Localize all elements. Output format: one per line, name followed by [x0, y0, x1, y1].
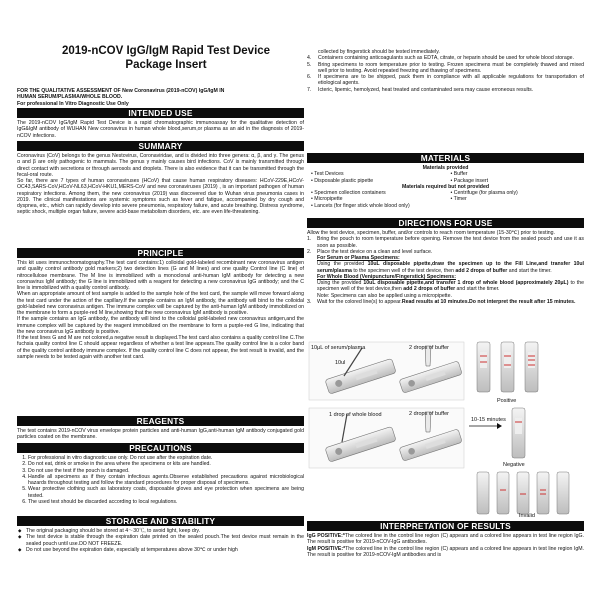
serum-title: For Serum or Plasma Specimens:	[317, 255, 400, 261]
direction-step-2: 2. Place the test device on a clean and level surface.	[307, 248, 433, 255]
header-line-2: HUMAN SERUM/PLASMA/WHOLE BLOOD.	[17, 94, 123, 101]
negative-result-illustration	[503, 408, 525, 468]
whole-blood-label: 1 drop of whole blood	[329, 412, 382, 418]
materials-provided-list	[307, 171, 584, 184]
serum-volume-label: 10μL of serum/plasma	[311, 345, 366, 351]
materials-provided-title: Materials provided	[422, 165, 469, 171]
material-item: • Disposable plastic pipette	[311, 178, 445, 184]
specimen-list	[307, 49, 584, 93]
igm-positive-result: IgM POSITIVE:*The colored line in the control line region (C) appears and a colored line appears in test line region IgM. The result is positive for 2019-nCOV-IgM antibodies and is	[307, 545, 584, 558]
principle-heading: PRINCIPLE	[17, 248, 304, 258]
interpretation-text	[307, 533, 584, 558]
specimen-continued: collected by fingerstick should be tested immediately.	[318, 49, 440, 55]
direction-step-3: 3. Wait for the colored line(s) to appear.Read results at 10 minutes.Do not interpret the result after 15 minutes.	[307, 298, 576, 305]
time-range-label: 10-15 minutes	[471, 417, 506, 423]
materials-block	[307, 165, 584, 209]
summary-paragraph-1: Coronavirus (CoV) belongs to the genus Nestovirus, Coronaviridae, and is divided into three genera: α, β, and γ. The genus α and β are only pathogenic to mammals. The genus γ mainly causes bird infections. CoV is mainly transmitted through direct contact with secretions or through aerosols and droplets. There is also evidence that it can be transmitted through the fecal-oral route.	[17, 153, 304, 178]
intended-use-text: The 2019-nCOV IgG/IgM Rapid Test Device is a rapid chromatographic immunoassay for the qualitative detection of IgG&IgM antibody of WUHAN New coronavirus in human whole blood,serum,or plasma as an aid in the diagnosis of 2019-nCOV infections.	[17, 120, 304, 139]
principle-text	[17, 260, 304, 360]
precaution-item: 1. For professional in vitro diagnostic use only. Do not use after the expiration date.	[28, 455, 304, 461]
timing-arrow	[469, 417, 506, 429]
summary-paragraph-2: So far, there are 7 types of human coronaviruses (HCoV) that cause human respiratory diseases: HCoV-229E,HCoV-OC43,SARS-CoV,HCoV-NL63,HCoV-HKU1,MERS-CoV and new coronaviruses (2019) , is an important pathogen of human respiratory infections. Among them, the new coronavirus (2019) was discovered due to Wuhan virus pneumonia cases in 2019. The clinical manifestations are systemic symptoms such as fever and fatigue, accompanied by dry cough and dyspnea, etc., which can rapidly develop into severe pneumonia, respiratory failure, and acute breathing. Distress syndrome, septic shock, multiple organ failure, severe acid-base metabolism disorders, etc. are even life-threatening.	[17, 178, 304, 216]
principle-paragraph-3: If the sample contains an IgG antibody, the antibody will bind to the colloidal gold-labeled new coronavirus antigen,and the immune complex will be captured by the reagent immobilized on the membrane to form a purple-red G line, indicating that the new coronavirus IgG antibody is positive.	[17, 316, 304, 335]
buffer-drops-label-2: 2 drops of buffer	[409, 411, 449, 417]
precautions-heading: PRECAUTIONS	[17, 443, 304, 453]
serum-instructions	[307, 255, 584, 299]
directions-note: Note: Specimens can also be applied using a micropipette.	[317, 292, 452, 299]
volume-10ul-label: 10ul	[335, 360, 346, 366]
precautions-list	[17, 455, 304, 505]
invalid-label: Invalid	[519, 513, 535, 518]
storage-list	[17, 528, 304, 553]
precaution-item: 4. Handle all specimens as if they contain infectious agents.Observe established precautions against microbiological hazards throughout testing and follow the standard procedures for proper disposal of specimens.	[28, 474, 304, 487]
whole-blood-title: For Whole Blood (Venipuncture/Fingerstick) Specimens:	[317, 273, 456, 280]
reagents-text: The test contains 2019-nCOV virus envelope protein particles and anti-human IgG,anti-human IgM antibody conjugated gold particles coated on the membrane.	[17, 428, 304, 441]
material-item: • Lancets (for finger stick whole blood only)	[311, 203, 584, 209]
precaution-item: 5. Wear protective clothing such as laboratory coats, disposable gloves and eye protection when specimens are being tested.	[28, 486, 304, 499]
invalid-results-illustration	[477, 472, 569, 518]
specimen-item: 6. If specimens are to be shipped, pack them in compliance with all applicable regulations for transportation of etiological agents.	[307, 74, 584, 87]
storage-heading: STORAGE AND STABILITY	[17, 516, 304, 526]
whole-blood-text: Using the provided 10uL disposable pipette,and transfer 1 drop of whole blood (approximately 20μL) to the specimen well of the test device,then add 2 drops of buffer and start the timer.	[317, 280, 585, 293]
positive-results-illustration	[477, 342, 538, 404]
direction-step-1: 1. Bring the pouch to room temperature before opening. Remove the test device from the sealed pouch and use it as soon as possible.	[307, 236, 584, 249]
directions-block	[307, 230, 584, 305]
material-item: • Test Devices	[311, 171, 445, 177]
principle-paragraph-1: This kit uses immunochromatography.The test card contains:1) colloidal gold-labeled recombinant new coronavirus antigen and quality control antibody gold markers;2) two detection lines (G and M lines) and one quality Control line (C line) of nitrocellulose membrane. The M line is immobilized with a monoclonal anti-human IgM antibody for detecting a new coronavirus IgM antibody; the G line is immobilized with a reagent for detecting a new coronavirus IgG antibody; and the C line is immobilized with a quality control antibody.	[17, 260, 304, 291]
material-item: • Timer	[451, 196, 585, 202]
summary-text	[17, 153, 304, 216]
specimen-item: 4. Containers containing anticoagulants such as EDTA, citrate, or heparin should be used for whole blood storage.	[307, 55, 574, 62]
precaution-item: 3. Do not use the test if the pouch is damaged.	[28, 468, 304, 474]
material-item: • Centrifuge (for plasma only)	[451, 190, 585, 196]
materials-required-list	[307, 190, 584, 209]
principle-paragraph-4: If the test lines G and M are not colored,a negative result is displayed.The test card also contains a quality control line C.The fuchsia quality control line C should appear regardless of whether a test line appears.The quality control line is a color band of the quality control antibody immune complex. If the quality control line C does not appear, the test result is invalid, and the sample needs to be tested again with another test card.	[17, 335, 304, 360]
title-line-2: Package Insert	[125, 59, 207, 71]
serum-text: Using the provided 10uL disposable pipette,draw the specimen up to the Fill Line,and transfer 10ul serum/plasma to the specimen well of the test device, then add 2 drops of buffer and start the timer.	[317, 261, 585, 274]
document-title	[60, 44, 272, 72]
material-item: • Package insert	[451, 178, 585, 184]
title-line-1: 2019-nCOV IgG/IgM Rapid Test Device	[61, 45, 271, 57]
header-block	[17, 88, 304, 107]
directions-intro: Allow the test device, specimen, buffer, and/or controls to reach room temperature (15-30℃) prior to testing.	[307, 230, 555, 236]
positive-label: Positive	[497, 398, 517, 404]
specimen-item: 5. Bring specimens to room temperature prior to testing. Frozen specimens must be completely thawed and mixed well prior to testing. Avoid repeated freezing and thawing of specimens.	[307, 61, 584, 74]
intended-use-heading: INTENDED USE	[17, 108, 304, 118]
procedure-diagram	[307, 340, 584, 518]
buffer-drops-label-1: 2 drops of buffer	[409, 345, 449, 351]
material-item: • Buffer	[451, 171, 585, 177]
storage-item: ◆ Do not use beyond the expiration date, especially at temperatures above 30℃ or under high	[26, 547, 304, 553]
materials-heading: MATERIALS	[307, 153, 584, 163]
header-line-3: For professional In Vitro Diagnostic Use Only	[17, 100, 129, 107]
negative-label: Negative	[503, 462, 525, 468]
storage-item: ◆ The original packaging should be stored at 4～30℃, to avoid light, keep dry.	[26, 528, 304, 534]
igg-positive-result: IgG POSITIVE:*The colored line in the control line region (C) appears and a colored line appears in test line region IgG. The result is positive for 2019-nCOV-IgG antibodies.	[307, 533, 584, 546]
material-item: • Micropipette	[311, 196, 445, 202]
specimen-item: 7. Icteric, lipemic, hemolyzed, heat treated and contaminated sera may cause erroneous results.	[307, 86, 534, 93]
directions-heading: DIRECTIONS FOR USE	[307, 218, 584, 228]
precaution-item: 2. Do not eat, drink or smoke in the area where the specimens or kits are handled.	[28, 461, 304, 467]
material-item: • Specimen collection containers	[311, 190, 445, 196]
summary-heading: SUMMARY	[17, 141, 304, 151]
interpretation-heading: INTERPRETATION OF RESULTS	[307, 521, 584, 531]
reagents-heading: REAGENTS	[17, 416, 304, 426]
whole-blood-step-illustration	[309, 408, 464, 468]
principle-paragraph-2: When an appropriate amount of test sample is added to the sample hole of the test card, the sample will move forward along the test card under the action of the capillary.If the sample contains an IgM antibody, the antibody will bind to the colloidal gold-labeled new coronavirus antigen. The immune complex will be captured by the anti-human IgM antibody immobilized on the membrane to form a purple-red M line,showing that the new coronavirus IgM antibody is positive.	[17, 291, 304, 316]
materials-required-title: Materials required but not provided	[401, 183, 490, 190]
precaution-item: 6. The used test should be discarded according to local regulations.	[28, 499, 304, 505]
storage-item: ◆ The test device is stable through the expiration date printed on the sealed pouch.The test device must remain in the sealed pouch until use.DO NOT FREEZE.	[26, 534, 304, 547]
header-line-1: FOR THE QUALITATIVE ASSESSMENT OF New Coronavirus (2019-nCOV) IgG/IgM IN	[17, 88, 225, 94]
serum-step-illustration	[309, 342, 464, 400]
